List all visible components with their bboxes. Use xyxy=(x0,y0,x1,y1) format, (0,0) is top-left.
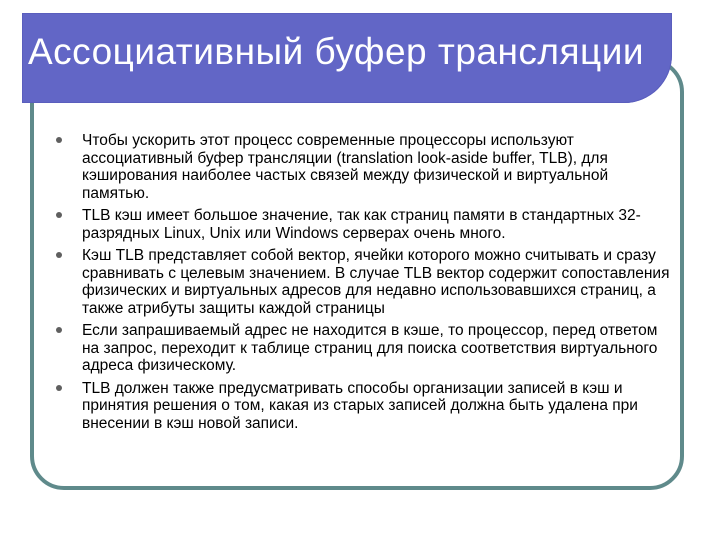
bullet-dot-icon xyxy=(56,212,62,218)
bullet-dot-icon xyxy=(56,137,62,143)
bullet-text: TLB кэш имеет большое значение, так как страниц памяти в стандартных 32-разрядных Linux, Unix или Windows серверах очень много. xyxy=(82,207,641,242)
bullet-item xyxy=(52,207,672,242)
bullet-item xyxy=(52,132,672,202)
bullet-list xyxy=(52,132,672,437)
bullet-item xyxy=(52,247,672,317)
bullet-text: Если запрашиваемый адрес не находится в кэше, то процессор, перед ответом на запрос, переходит к таблице страниц для поиска соответствия виртуального адреса физическому. xyxy=(82,322,658,374)
slide-title: Ассоциативный буфер трансляции xyxy=(28,31,645,72)
bullet-dot-icon xyxy=(56,327,62,333)
bullet-item xyxy=(52,380,672,433)
title-banner xyxy=(22,13,672,103)
bullet-item xyxy=(52,322,672,375)
bullet-text: Кэш TLB представляет собой вектор, ячейки которого можно считывать и сразу сравнивать с целевым значением. В случае TLB вектор содержит сопоставления физических и виртуальных адресов для недавно использовавшихся страниц, а также атрибуты защиты каждой страницы xyxy=(82,247,670,317)
bullet-dot-icon xyxy=(56,385,62,391)
bullet-text: Чтобы ускорить этот процесс современные процессоры используют ассоциативный буфер трансляции (translation look-aside buffer, TLB), для кэширования наиболее частых связей между физической и виртуальной памятью. xyxy=(82,132,609,202)
bullet-dot-icon xyxy=(56,252,62,258)
bullet-text: TLB должен также предусматривать способы организации записей в кэш и принятия решения о том, какая из старых записей должна быть удалена при внесении в кэш новой записи. xyxy=(82,379,638,432)
